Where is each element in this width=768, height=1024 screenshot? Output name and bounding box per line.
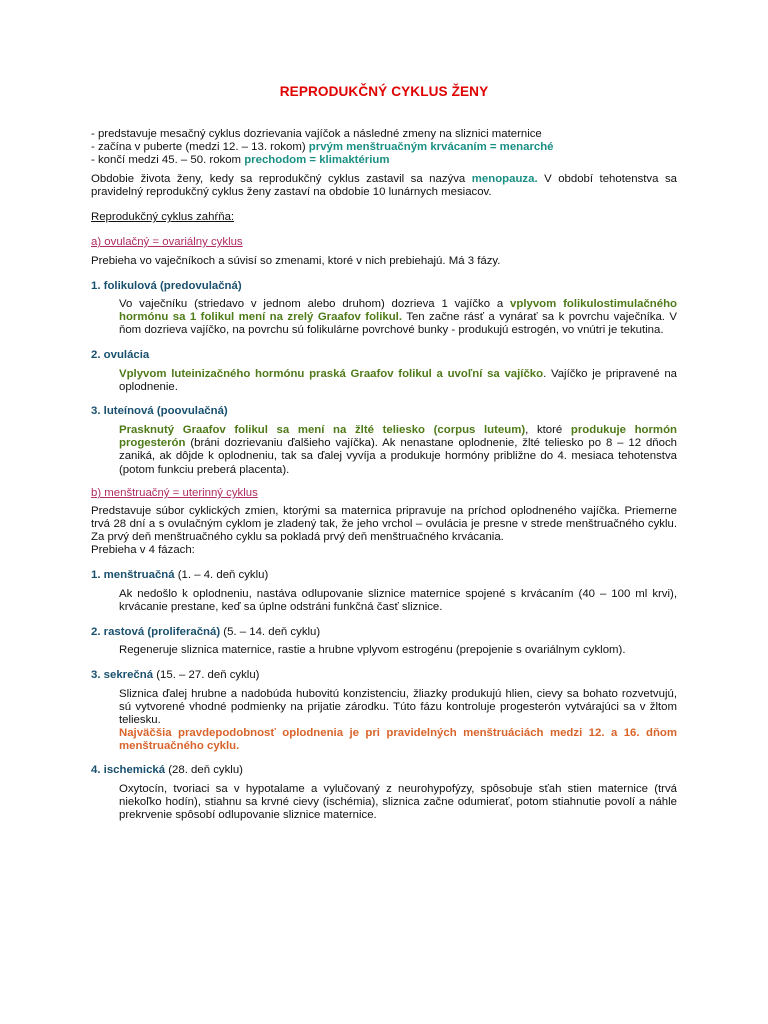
ovulation-cycle-text: Prebieha vo vaječníkoch a súvisí so zmenami, ktoré v nich prebiehajú. Má 3 fázy. [91, 255, 501, 267]
follicular-phase-text [119, 298, 677, 338]
progesterone-highlight: produkuje hormón progesterón [119, 424, 677, 450]
secretory-phase-text: Sliznica ďalej hrubne a nadobúda hubovitú konzistenciu, žliazky produkujú hlien, cievy sa bohato rozvetvujú, sú vytvorené vhodné podmienky na prijatie zárodku. Túto fázu kontroluje progesterón vytvárajúci sa v žltom teliesku. [119, 688, 677, 727]
menstrual-phase-text: Ak nedošlo k oplodneniu, nastáva odlupovanie sliznice maternice spojené s krvácaním (40 – 100 ml krvi), krvácanie prestane, keď sa úplne odstráni funkčná časť sliznice. [119, 588, 677, 614]
cycle-includes-heading: Reprodukčný cyklus zahŕňa: [91, 211, 235, 223]
menopause-term: menopauza. [471, 173, 538, 185]
intro-line-start [91, 141, 677, 154]
menopause-paragraph [91, 173, 677, 199]
menstrual-phase-name: 1. menštruačná [91, 569, 175, 581]
climacterium-term: prechodom = klimaktérium [244, 154, 390, 167]
lh-highlight: Vplyvom luteinizačného hormónu praská Graafov folikul a uvoľní sa vajíčko [119, 368, 544, 380]
ischemic-phase-days: (28. deň cyklu) [165, 764, 243, 776]
ovulation-cycle-heading: a) ovulačný = ovariálny cyklus [91, 236, 243, 248]
proliferative-phase-text: Regeneruje sliznica maternice, rastie a hrubne vplyvom estrogénu (prepojenie s ovariálnym cyklom). [119, 644, 626, 656]
ischemic-phase-heading [91, 764, 677, 777]
ovulation-phase-text [119, 368, 677, 394]
menstrual-phases-intro: Prebieha v 4 fázach: [91, 544, 195, 556]
ovulation-phase-heading: 2. ovulácia [91, 349, 150, 361]
follicular-phase-heading: 1. folikulová (predovulačná) [91, 280, 242, 292]
luteal-phase-heading: 3. luteínová (poovulačná) [91, 405, 228, 417]
intro-line-definition: - predstavuje mesačný cyklus dozrievania vajíčok a následné zmeny na sliznici maternice [91, 128, 542, 140]
luteal-text-b: , ktoré [525, 424, 571, 436]
fsh-highlight: vplyvom folikulostimulačného hormónu sa 1 folikul mení na zrelý Graafov folikul. [119, 298, 678, 324]
menarche-term: prvým menštruačným krvácaním = menarché [308, 141, 554, 154]
ovulation-text-b: . Vajíčko je pripravené na oplodnenie. [119, 368, 677, 394]
fertility-note: Najväčšia pravdepodobnosť oplodnenia je pri pravidelných menštruáciách medzi 12. a 16. dňom menštruačného cyklu. [119, 727, 677, 753]
ischemic-phase-name: 4. ischemická [91, 764, 166, 776]
intro-list [91, 128, 677, 168]
luteal-text-d: (bráni dozrievaniu ďalšieho vajíčka). Ak nenastane oplodnenie, žlté teliesko po 8 – 12 dňoch zaniká, ak dôjde k oplodneniu, tak sa ďalej vyvíja a produkuje hormóny približne do 4. mesiaca tehotenstva (potom funkciu preberá placenta). [119, 437, 677, 476]
corpus-luteum-highlight: Prasknutý Graafov folikul sa mení na žlté teliesko (corpus luteum) [119, 424, 526, 436]
menstrual-cycle-text: Predstavuje súbor cyklických zmien, ktorými sa maternica pripravuje na príchod oplodneného vajíčka. Priemerne trvá 28 dní a s ovulačným cyklom je zladený tak, že jeho vrchol – ovulácia je presne v strede menštruačného cyklu. Za prvý deň menštruačného cyklu sa pokladá prvý deň menštruačného krvácania. [91, 505, 677, 544]
proliferative-phase-name: 2. rastová (proliferačná) [91, 626, 221, 638]
document-title: REPRODUKČNÝ CYKLUS ŽENY [279, 84, 489, 99]
intro-end-text: - končí medzi 45. – 50. rokom [91, 154, 245, 167]
proliferative-phase-heading [91, 626, 677, 639]
menstrual-cycle-heading: b) menštruačný = uterinný cyklus [91, 487, 258, 499]
intro-line-end [91, 154, 677, 167]
menstrual-phase-days: (1. – 4. deň cyklu) [174, 569, 269, 581]
secretory-phase-name: 3. sekrečná [91, 669, 154, 681]
secretory-phase-days: (15. – 27. deň cyklu) [153, 669, 260, 681]
menopause-text-c: V období tehotenstva sa pravidelný reprodukčný cyklus ženy zastaví na obdobie 10 lunárnych mesiacov. [91, 173, 677, 199]
ischemic-phase-text: Oxytocín, tvoriaci sa v hypotalame a vylučovaný z neurohypofýzy, spôsobuje sťah stien maternice (trvá niekoľko hodín), stiahnu sa krvné cievy (ischémia), sliznica začne odumierať, potom stiahnutie povolí a náhle prekrvenie spôsobí odlupovanie sliznice maternice. [119, 783, 677, 822]
follicular-text-a: Vo vaječníku (striedavo v jednom alebo druhom) dozrieva 1 vajíčko a [119, 298, 511, 310]
luteal-phase-text [119, 424, 677, 477]
secretory-phase-heading [91, 669, 677, 682]
follicular-text-c: Ten začne rásť a vynárať sa k povrchu vaječníka. V ňom dozrieva vajíčko, na povrchu sú folikulárne povrchové bunky - produkujú estrogén, vo vnútri je tekutina. [119, 311, 677, 337]
intro-start-text: - začína v puberte (medzi 12. – 13. rokom) [91, 141, 309, 154]
proliferative-phase-days: (5. – 14. deň cyklu) [220, 626, 321, 638]
menopause-text-a: Obdobie života ženy, kedy sa reprodukčný cyklus zastavil sa nazýva [91, 173, 472, 185]
menstrual-phase-heading [91, 569, 677, 582]
